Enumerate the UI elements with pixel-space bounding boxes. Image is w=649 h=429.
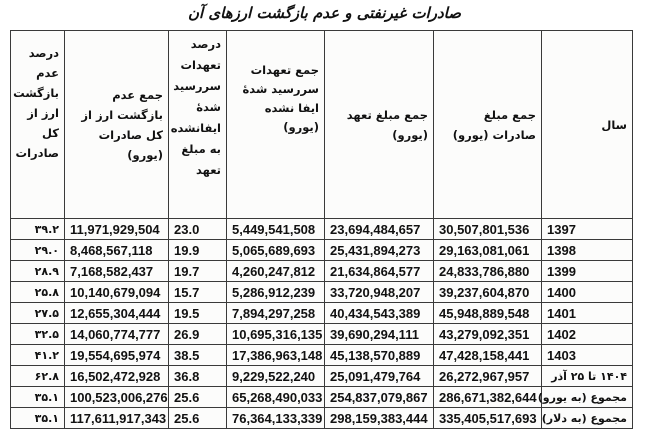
header-due-unfulfilled: جمع تعهدات سررسید شدهٔ ایفا نشده (یورو): [227, 31, 325, 219]
cell-year: 1400: [542, 282, 633, 303]
cell-due-unfulfilled: 10,695,316,135: [227, 324, 325, 345]
cell-due-unfulfilled: 7,894,297,258: [227, 303, 325, 324]
cell-total-exports: 286,671,382,644: [434, 387, 542, 408]
cell-total-commitment: 39,690,294,111: [325, 324, 434, 345]
cell-pct-due-unfulfilled: 38.5: [169, 345, 227, 366]
cell-total-nonreturn: 117,611,917,343: [65, 408, 169, 429]
cell-pct-due-unfulfilled: 25.6: [169, 387, 227, 408]
cell-pct-due-unfulfilled: 19.7: [169, 261, 227, 282]
header-total-exports: جمع مبلغ صادرات (یورو): [434, 31, 542, 219]
cell-total-exports: 43,279,092,351: [434, 324, 542, 345]
page-title: صادرات غیرنفتی و عدم بازگشت ارزهای آن: [188, 4, 461, 22]
cell-due-unfulfilled: 76,364,133,339: [227, 408, 325, 429]
cell-pct-nonreturn: ۳۵.۱: [11, 387, 65, 408]
cell-pct-due-unfulfilled: 26.9: [169, 324, 227, 345]
cell-total-commitment: 25,431,894,273: [325, 240, 434, 261]
cell-year: مجموع (به دلار): [542, 408, 633, 429]
cell-total-nonreturn: 19,554,695,974: [65, 345, 169, 366]
cell-pct-nonreturn: ۲۹.۰: [11, 240, 65, 261]
cell-pct-nonreturn: ۲۷.۵: [11, 303, 65, 324]
cell-total-commitment: 25,091,479,764: [325, 366, 434, 387]
exports-table: [10, 30, 633, 429]
cell-year: 1401: [542, 303, 633, 324]
table-row: [11, 261, 633, 282]
cell-pct-due-unfulfilled: 19.9: [169, 240, 227, 261]
cell-due-unfulfilled: 17,386,963,148: [227, 345, 325, 366]
cell-total-commitment: 45,138,570,889: [325, 345, 434, 366]
cell-total-exports: 29,163,081,061: [434, 240, 542, 261]
table-row: [11, 366, 633, 387]
cell-total-nonreturn: 12,655,304,444: [65, 303, 169, 324]
cell-year: مجموع (به یورو): [542, 387, 633, 408]
cell-total-exports: 335,405,517,693: [434, 408, 542, 429]
header-total-commitment: جمع مبلغ تعهد (یورو): [325, 31, 434, 219]
cell-total-exports: 45,948,889,548: [434, 303, 542, 324]
cell-pct-nonreturn: ۳۲.۵: [11, 324, 65, 345]
cell-pct-nonreturn: ۶۲.۸: [11, 366, 65, 387]
cell-pct-nonreturn: ۳۹.۲: [11, 219, 65, 240]
table-row: [11, 219, 633, 240]
cell-total-nonreturn: 10,140,679,094: [65, 282, 169, 303]
cell-pct-due-unfulfilled: 19.5: [169, 303, 227, 324]
cell-total-nonreturn: 14,060,774,777: [65, 324, 169, 345]
cell-due-unfulfilled: 5,065,689,693: [227, 240, 325, 261]
header-year: سال: [542, 31, 633, 219]
cell-total-commitment: 21,634,864,577: [325, 261, 434, 282]
table-row: [11, 282, 633, 303]
header-row: [11, 31, 633, 219]
cell-total-nonreturn: 7,168,582,437: [65, 261, 169, 282]
cell-total-nonreturn: 16,502,472,928: [65, 366, 169, 387]
cell-total-nonreturn: 11,971,929,504: [65, 219, 169, 240]
cell-pct-due-unfulfilled: 36.8: [169, 366, 227, 387]
cell-total-commitment: 23,694,484,657: [325, 219, 434, 240]
cell-total-commitment: 40,434,543,389: [325, 303, 434, 324]
cell-pct-nonreturn: ۳۵.۱: [11, 408, 65, 429]
header-pct-due-unfulfilled: درصد تعهدات سررسید شدهٔ ایفانشده به مبلغ تعهد: [169, 31, 227, 219]
cell-total-nonreturn: 100,523,006,276: [65, 387, 169, 408]
cell-pct-due-unfulfilled: 23.0: [169, 219, 227, 240]
cell-year: ۱۴۰۴ تا ۲۵ آذر: [542, 366, 633, 387]
cell-total-exports: 24,833,786,880: [434, 261, 542, 282]
cell-pct-nonreturn: ۴۱.۲: [11, 345, 65, 366]
table-row-total-dollar: [11, 408, 633, 429]
cell-total-exports: 47,428,158,441: [434, 345, 542, 366]
cell-total-commitment: 298,159,383,444: [325, 408, 434, 429]
table-row: [11, 240, 633, 261]
cell-pct-due-unfulfilled: 25.6: [169, 408, 227, 429]
cell-total-nonreturn: 8,468,567,118: [65, 240, 169, 261]
table-row: [11, 303, 633, 324]
cell-year: 1402: [542, 324, 633, 345]
header-pct-nonreturn: درصد عدم بازگشت ارز از کل صادرات: [11, 31, 65, 219]
cell-year: 1397: [542, 219, 633, 240]
table-row: [11, 324, 633, 345]
cell-due-unfulfilled: 4,260,247,812: [227, 261, 325, 282]
cell-due-unfulfilled: 9,229,522,240: [227, 366, 325, 387]
cell-total-exports: 26,272,967,957: [434, 366, 542, 387]
cell-pct-nonreturn: ۲۵.۸: [11, 282, 65, 303]
table-row: [11, 345, 633, 366]
table-row-total-euro: [11, 387, 633, 408]
cell-pct-nonreturn: ۲۸.۹: [11, 261, 65, 282]
cell-total-commitment: 33,720,948,207: [325, 282, 434, 303]
cell-total-exports: 39,237,604,870: [434, 282, 542, 303]
cell-total-commitment: 254,837,079,867: [325, 387, 434, 408]
cell-due-unfulfilled: 65,268,490,033: [227, 387, 325, 408]
cell-due-unfulfilled: 5,286,912,239: [227, 282, 325, 303]
cell-pct-due-unfulfilled: 15.7: [169, 282, 227, 303]
cell-year: 1399: [542, 261, 633, 282]
cell-due-unfulfilled: 5,449,541,508: [227, 219, 325, 240]
cell-total-exports: 30,507,801,536: [434, 219, 542, 240]
cell-year: 1403: [542, 345, 633, 366]
header-total-nonreturn: جمع عدم بازگشت ارز از کل صادرات (یورو): [65, 31, 169, 219]
cell-year: 1398: [542, 240, 633, 261]
